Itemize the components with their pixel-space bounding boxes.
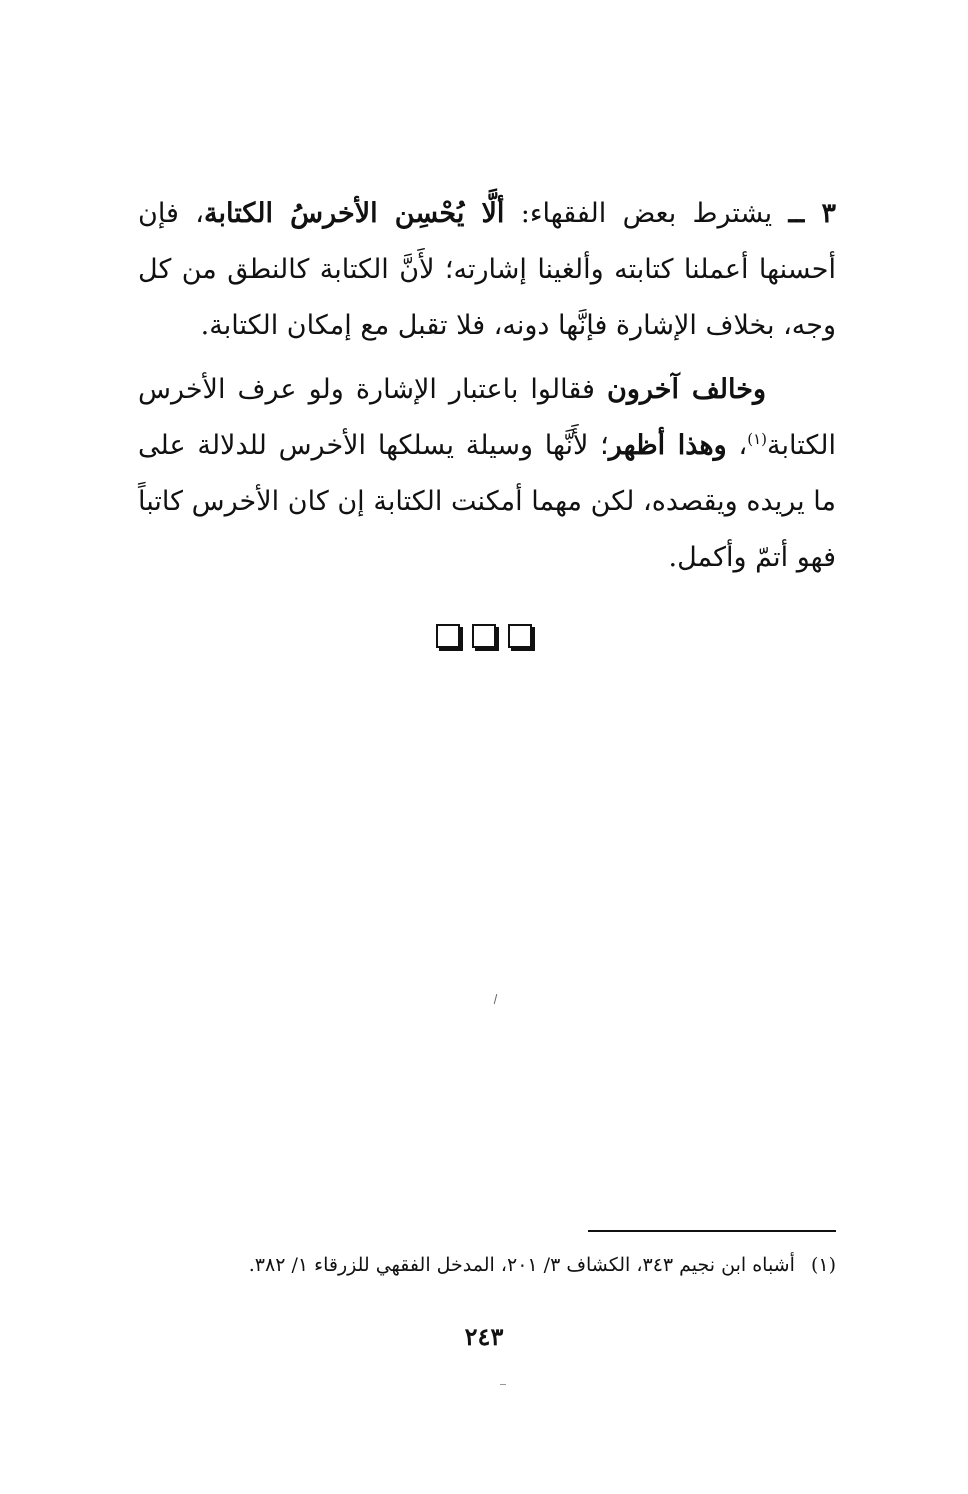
section-separator xyxy=(0,624,968,648)
item-number: ٣ ــ xyxy=(788,198,836,229)
paragraph-1 xyxy=(138,186,836,354)
footnote-number: (١) xyxy=(810,1254,836,1276)
paragraph-1-bold-phrase: ألَّا يُحْسِن الأخرسُ الكتابة xyxy=(204,198,505,229)
page-number: ٢٤٣ xyxy=(464,1322,504,1351)
paragraph-2-text-b: ، xyxy=(738,430,748,461)
print-speck xyxy=(494,994,498,1004)
separator-box-icon xyxy=(472,624,496,648)
separator-box-icon xyxy=(508,624,532,648)
paragraph-2 xyxy=(138,362,836,586)
paragraph-2-bold-start: وخالف آخرون xyxy=(607,374,766,405)
paragraph-1-intro: يشترط بعض الفقهاء: xyxy=(520,198,773,229)
separator-box-icon xyxy=(436,624,460,648)
footnote-rule xyxy=(588,1230,836,1232)
footnote xyxy=(138,1250,836,1280)
paragraph-2-text-a: فقالوا باعتبار الإشارة ولو عرف الأخرس الكتابة xyxy=(138,374,836,461)
footnote-reference[interactable]: (١) xyxy=(747,430,767,448)
paragraph-2-bold-mid: وهذا أظهر xyxy=(608,430,727,461)
paragraph-2-text-c: ؛ لأَنَّها وسيلة يسلكها الأخرس للدلالة على ما يريده ويقصده، لكن مهما أمكنت الكتابة إن كان الأخرس كاتباً فهو أتمّ وأكمل. xyxy=(138,430,836,573)
print-speck xyxy=(500,1384,506,1385)
footnote-text: أشباه ابن نجيم ٣٤٣، الكشاف ٣/ ٢٠١، المدخل الفقهي للزرقاء ١/ ٣٨٢. xyxy=(248,1254,795,1276)
paragraph-1-rest: ، فإن أحسنها أعملنا كتابته وألغينا إشارته؛ لأَنَّ الكتابة كالنطق من كل وجه، بخلاف الإشارة فإنَّها دونه، فلا تقبل مع إمكان الكتابة. xyxy=(138,198,836,341)
